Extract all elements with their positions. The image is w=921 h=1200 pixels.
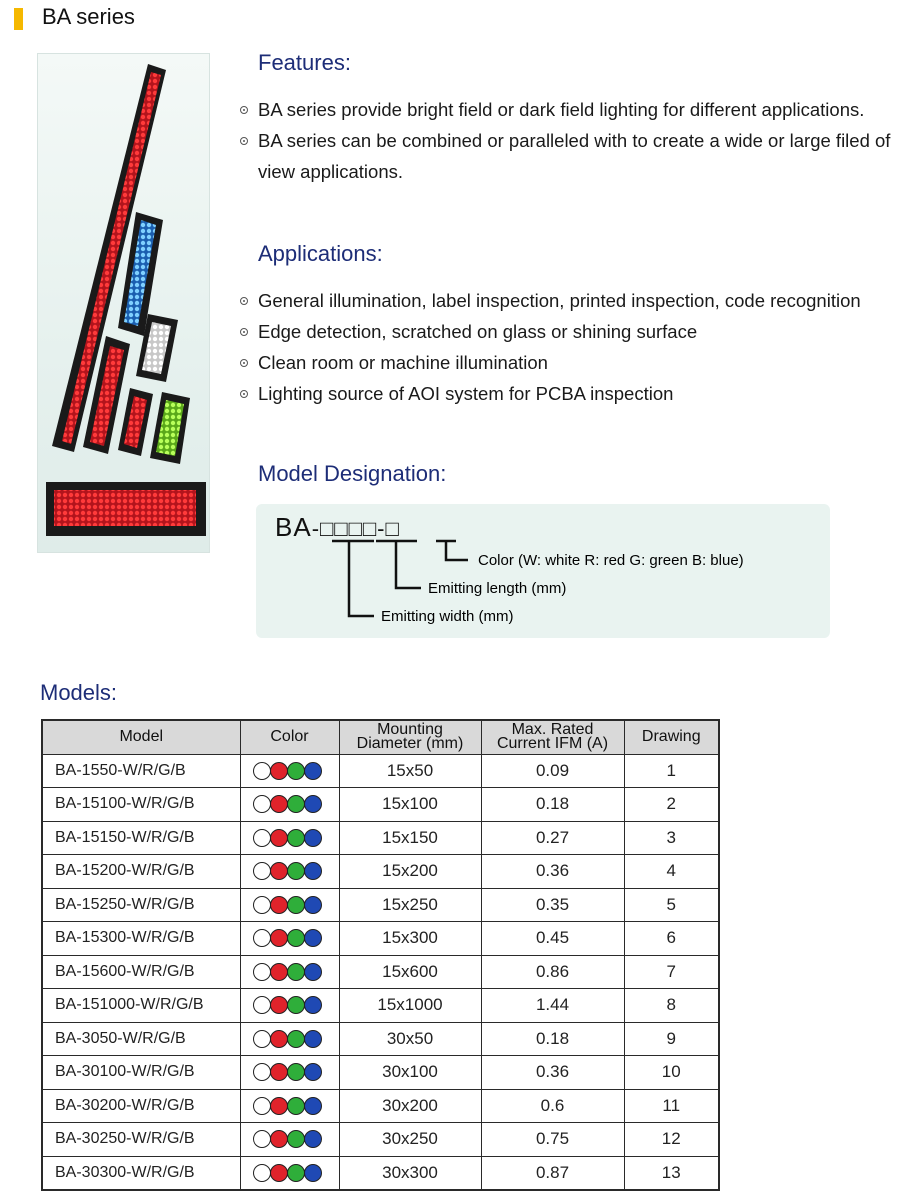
- applications-list: [240, 285, 921, 409]
- list-item: Lighting source of AOI system for PCBA inspection: [240, 378, 921, 409]
- color-swatches: [241, 1130, 339, 1148]
- emitting-width-label: Emitting width (mm): [381, 608, 514, 625]
- column-header-drawing: Drawing: [624, 720, 719, 754]
- white-swatch-icon: [253, 829, 271, 847]
- drawing-cell: 2: [624, 788, 719, 822]
- features-list: [240, 94, 921, 187]
- table-row: [42, 788, 719, 822]
- red-swatch-icon: [270, 1130, 288, 1148]
- current-cell: 0.75: [481, 1123, 624, 1157]
- table-row: [42, 1056, 719, 1090]
- blue-swatch-icon: [304, 829, 322, 847]
- green-swatch-icon: [287, 1030, 305, 1048]
- current-cell: 0.35: [481, 888, 624, 922]
- current-cell: 0.36: [481, 855, 624, 889]
- blue-swatch-icon: [304, 896, 322, 914]
- color-swatches-cell: [240, 788, 339, 822]
- model-cell: BA-30200-W/R/G/B: [42, 1089, 240, 1123]
- white-swatch-icon: [253, 896, 271, 914]
- drawing-cell: 11: [624, 1089, 719, 1123]
- current-cell: 1.44: [481, 989, 624, 1023]
- model-cell: BA-15100-W/R/G/B: [42, 788, 240, 822]
- white-swatch-icon: [253, 795, 271, 813]
- diameter-cell: 30x250: [339, 1123, 481, 1157]
- drawing-cell: 12: [624, 1123, 719, 1157]
- bullet-icon: [240, 359, 248, 367]
- color-swatches: [241, 1030, 339, 1048]
- color-swatches-cell: [240, 855, 339, 889]
- white-swatch-icon: [253, 963, 271, 981]
- model-cell: BA-15150-W/R/G/B: [42, 821, 240, 855]
- list-item: Clean room or machine illumination: [240, 347, 921, 378]
- model-cell: BA-15600-W/R/G/B: [42, 955, 240, 989]
- drawing-cell: 6: [624, 922, 719, 956]
- table-row: [42, 1022, 719, 1056]
- green-swatch-icon: [287, 929, 305, 947]
- current-cell: 0.27: [481, 821, 624, 855]
- page-title: BA series: [42, 4, 135, 29]
- green-swatch-icon: [287, 1164, 305, 1182]
- red-swatch-icon: [270, 929, 288, 947]
- column-header-color: Color: [240, 720, 339, 754]
- diameter-cell: 15x100: [339, 788, 481, 822]
- drawing-cell: 13: [624, 1156, 719, 1190]
- product-photo: [37, 53, 210, 553]
- red-swatch-icon: [270, 862, 288, 880]
- color-swatches: [241, 829, 339, 847]
- bullet-icon: [240, 137, 248, 145]
- green-swatch-icon: [287, 1097, 305, 1115]
- model-cell: BA-3050-W/R/G/B: [42, 1022, 240, 1056]
- color-swatches-cell: [240, 888, 339, 922]
- white-swatch-icon: [253, 1030, 271, 1048]
- color-swatches-cell: [240, 1056, 339, 1090]
- diameter-cell: 15x200: [339, 855, 481, 889]
- color-swatches-cell: [240, 989, 339, 1023]
- red-swatch-icon: [270, 1164, 288, 1182]
- color-swatches-cell: [240, 1123, 339, 1157]
- diameter-cell: 15x150: [339, 821, 481, 855]
- model-cell: BA-15200-W/R/G/B: [42, 855, 240, 889]
- title-accent-bar: [14, 8, 23, 30]
- model-code-prefix: BA: [275, 512, 312, 542]
- drawing-cell: 1: [624, 754, 719, 788]
- applications-heading: Applications:: [258, 241, 383, 266]
- list-item: Edge detection, scratched on glass or shining surface: [240, 316, 921, 347]
- color-swatches: [241, 1097, 339, 1115]
- white-swatch-icon: [253, 1164, 271, 1182]
- color-swatches: [241, 996, 339, 1014]
- color-swatches: [241, 862, 339, 880]
- green-swatch-icon: [287, 795, 305, 813]
- diameter-cell: 30x200: [339, 1089, 481, 1123]
- features-heading: Features:: [258, 50, 351, 75]
- blue-swatch-icon: [304, 1097, 322, 1115]
- emitting-length-label: Emitting length (mm): [428, 580, 567, 597]
- red-swatch-icon: [270, 762, 288, 780]
- white-swatch-icon: [253, 929, 271, 947]
- models-table-body: [42, 754, 719, 1190]
- current-cell: 0.45: [481, 922, 624, 956]
- table-row: [42, 855, 719, 889]
- table-row: [42, 1123, 719, 1157]
- table-header-row: [42, 720, 719, 754]
- white-swatch-icon: [253, 1130, 271, 1148]
- table-row: [42, 989, 719, 1023]
- diameter-cell: 30x100: [339, 1056, 481, 1090]
- drawing-cell: 9: [624, 1022, 719, 1056]
- white-swatch-icon: [253, 1063, 271, 1081]
- models-table: [41, 719, 720, 1191]
- diameter-cell: 15x50: [339, 754, 481, 788]
- models-heading: Models:: [40, 680, 118, 705]
- column-header-diameter: Mounting Diameter (mm): [339, 720, 481, 754]
- current-cell: 0.87: [481, 1156, 624, 1190]
- color-swatches-cell: [240, 821, 339, 855]
- white-swatch-icon: [253, 996, 271, 1014]
- bullet-icon: [240, 328, 248, 336]
- color-swatches: [241, 963, 339, 981]
- diameter-cell: 15x1000: [339, 989, 481, 1023]
- current-cell: 0.18: [481, 1022, 624, 1056]
- color-swatches: [241, 1164, 339, 1182]
- drawing-cell: 5: [624, 888, 719, 922]
- current-cell: 0.86: [481, 955, 624, 989]
- color-code-label: Color (W: white R: red G: green B: blue): [478, 552, 744, 569]
- model-cell: BA-30300-W/R/G/B: [42, 1156, 240, 1190]
- column-header-current: Max. Rated Current IFM (A): [481, 720, 624, 754]
- white-swatch-icon: [253, 1097, 271, 1115]
- table-row: [42, 888, 719, 922]
- blue-swatch-icon: [304, 862, 322, 880]
- red-swatch-icon: [270, 829, 288, 847]
- model-cell: BA-15250-W/R/G/B: [42, 888, 240, 922]
- diameter-cell: 15x250: [339, 888, 481, 922]
- model-code-mask: -□□□□-□: [311, 516, 400, 541]
- bullet-icon: [240, 390, 248, 398]
- green-swatch-icon: [287, 829, 305, 847]
- blue-swatch-icon: [304, 963, 322, 981]
- red-swatch-icon: [270, 896, 288, 914]
- column-header-model: Model: [42, 720, 240, 754]
- color-swatches-cell: [240, 1156, 339, 1190]
- red-swatch-icon: [270, 795, 288, 813]
- blue-swatch-icon: [304, 795, 322, 813]
- blue-swatch-icon: [304, 929, 322, 947]
- drawing-cell: 10: [624, 1056, 719, 1090]
- current-cell: 0.6: [481, 1089, 624, 1123]
- drawing-cell: 7: [624, 955, 719, 989]
- current-cell: 0.18: [481, 788, 624, 822]
- green-swatch-icon: [287, 1063, 305, 1081]
- list-item: BA series provide bright field or dark field lighting for different applications.: [240, 94, 921, 125]
- green-swatch-icon: [287, 963, 305, 981]
- red-swatch-icon: [270, 1030, 288, 1048]
- green-swatch-icon: [287, 896, 305, 914]
- green-swatch-icon: [287, 1130, 305, 1148]
- table-row: [42, 754, 719, 788]
- current-cell: 0.36: [481, 1056, 624, 1090]
- color-swatches: [241, 929, 339, 947]
- table-row: [42, 922, 719, 956]
- red-swatch-icon: [270, 1097, 288, 1115]
- blue-swatch-icon: [304, 1063, 322, 1081]
- color-swatches-cell: [240, 922, 339, 956]
- green-swatch-icon: [287, 762, 305, 780]
- red-swatch-icon: [270, 1063, 288, 1081]
- drawing-cell: 3: [624, 821, 719, 855]
- blue-swatch-icon: [304, 996, 322, 1014]
- blue-swatch-icon: [304, 1030, 322, 1048]
- table-row: [42, 1156, 719, 1190]
- table-row: [42, 821, 719, 855]
- current-cell: 0.09: [481, 754, 624, 788]
- red-swatch-icon: [270, 996, 288, 1014]
- diameter-cell: 30x300: [339, 1156, 481, 1190]
- diameter-cell: 30x50: [339, 1022, 481, 1056]
- green-swatch-icon: [287, 996, 305, 1014]
- blue-swatch-icon: [304, 1164, 322, 1182]
- model-cell: BA-151000-W/R/G/B: [42, 989, 240, 1023]
- designation-diagram: [256, 504, 830, 638]
- bullet-icon: [240, 106, 248, 114]
- drawing-cell: 8: [624, 989, 719, 1023]
- color-swatches-cell: [240, 754, 339, 788]
- blue-swatch-icon: [304, 1130, 322, 1148]
- drawing-cell: 4: [624, 855, 719, 889]
- model-designation-heading: Model Designation:: [258, 461, 447, 486]
- model-cell: BA-1550-W/R/G/B: [42, 754, 240, 788]
- table-row: [42, 1089, 719, 1123]
- color-swatches-cell: [240, 1089, 339, 1123]
- white-swatch-icon: [253, 862, 271, 880]
- red-swatch-icon: [270, 963, 288, 981]
- color-swatches: [241, 762, 339, 780]
- model-cell: BA-30100-W/R/G/B: [42, 1056, 240, 1090]
- led-bar-lights-illustration: [38, 54, 210, 553]
- diameter-cell: 15x600: [339, 955, 481, 989]
- list-item: General illumination, label inspection, printed inspection, code recognition: [240, 285, 921, 316]
- color-swatches: [241, 795, 339, 813]
- color-swatches: [241, 1063, 339, 1081]
- color-swatches-cell: [240, 955, 339, 989]
- blue-swatch-icon: [304, 762, 322, 780]
- white-swatch-icon: [253, 762, 271, 780]
- model-cell: BA-15300-W/R/G/B: [42, 922, 240, 956]
- model-cell: BA-30250-W/R/G/B: [42, 1123, 240, 1157]
- bullet-icon: [240, 297, 248, 305]
- color-swatches: [241, 896, 339, 914]
- green-swatch-icon: [287, 862, 305, 880]
- list-item: BA series can be combined or paralleled with to create a wide or large filed of view applications.: [240, 125, 921, 187]
- table-row: [42, 955, 719, 989]
- diameter-cell: 15x300: [339, 922, 481, 956]
- color-swatches-cell: [240, 1022, 339, 1056]
